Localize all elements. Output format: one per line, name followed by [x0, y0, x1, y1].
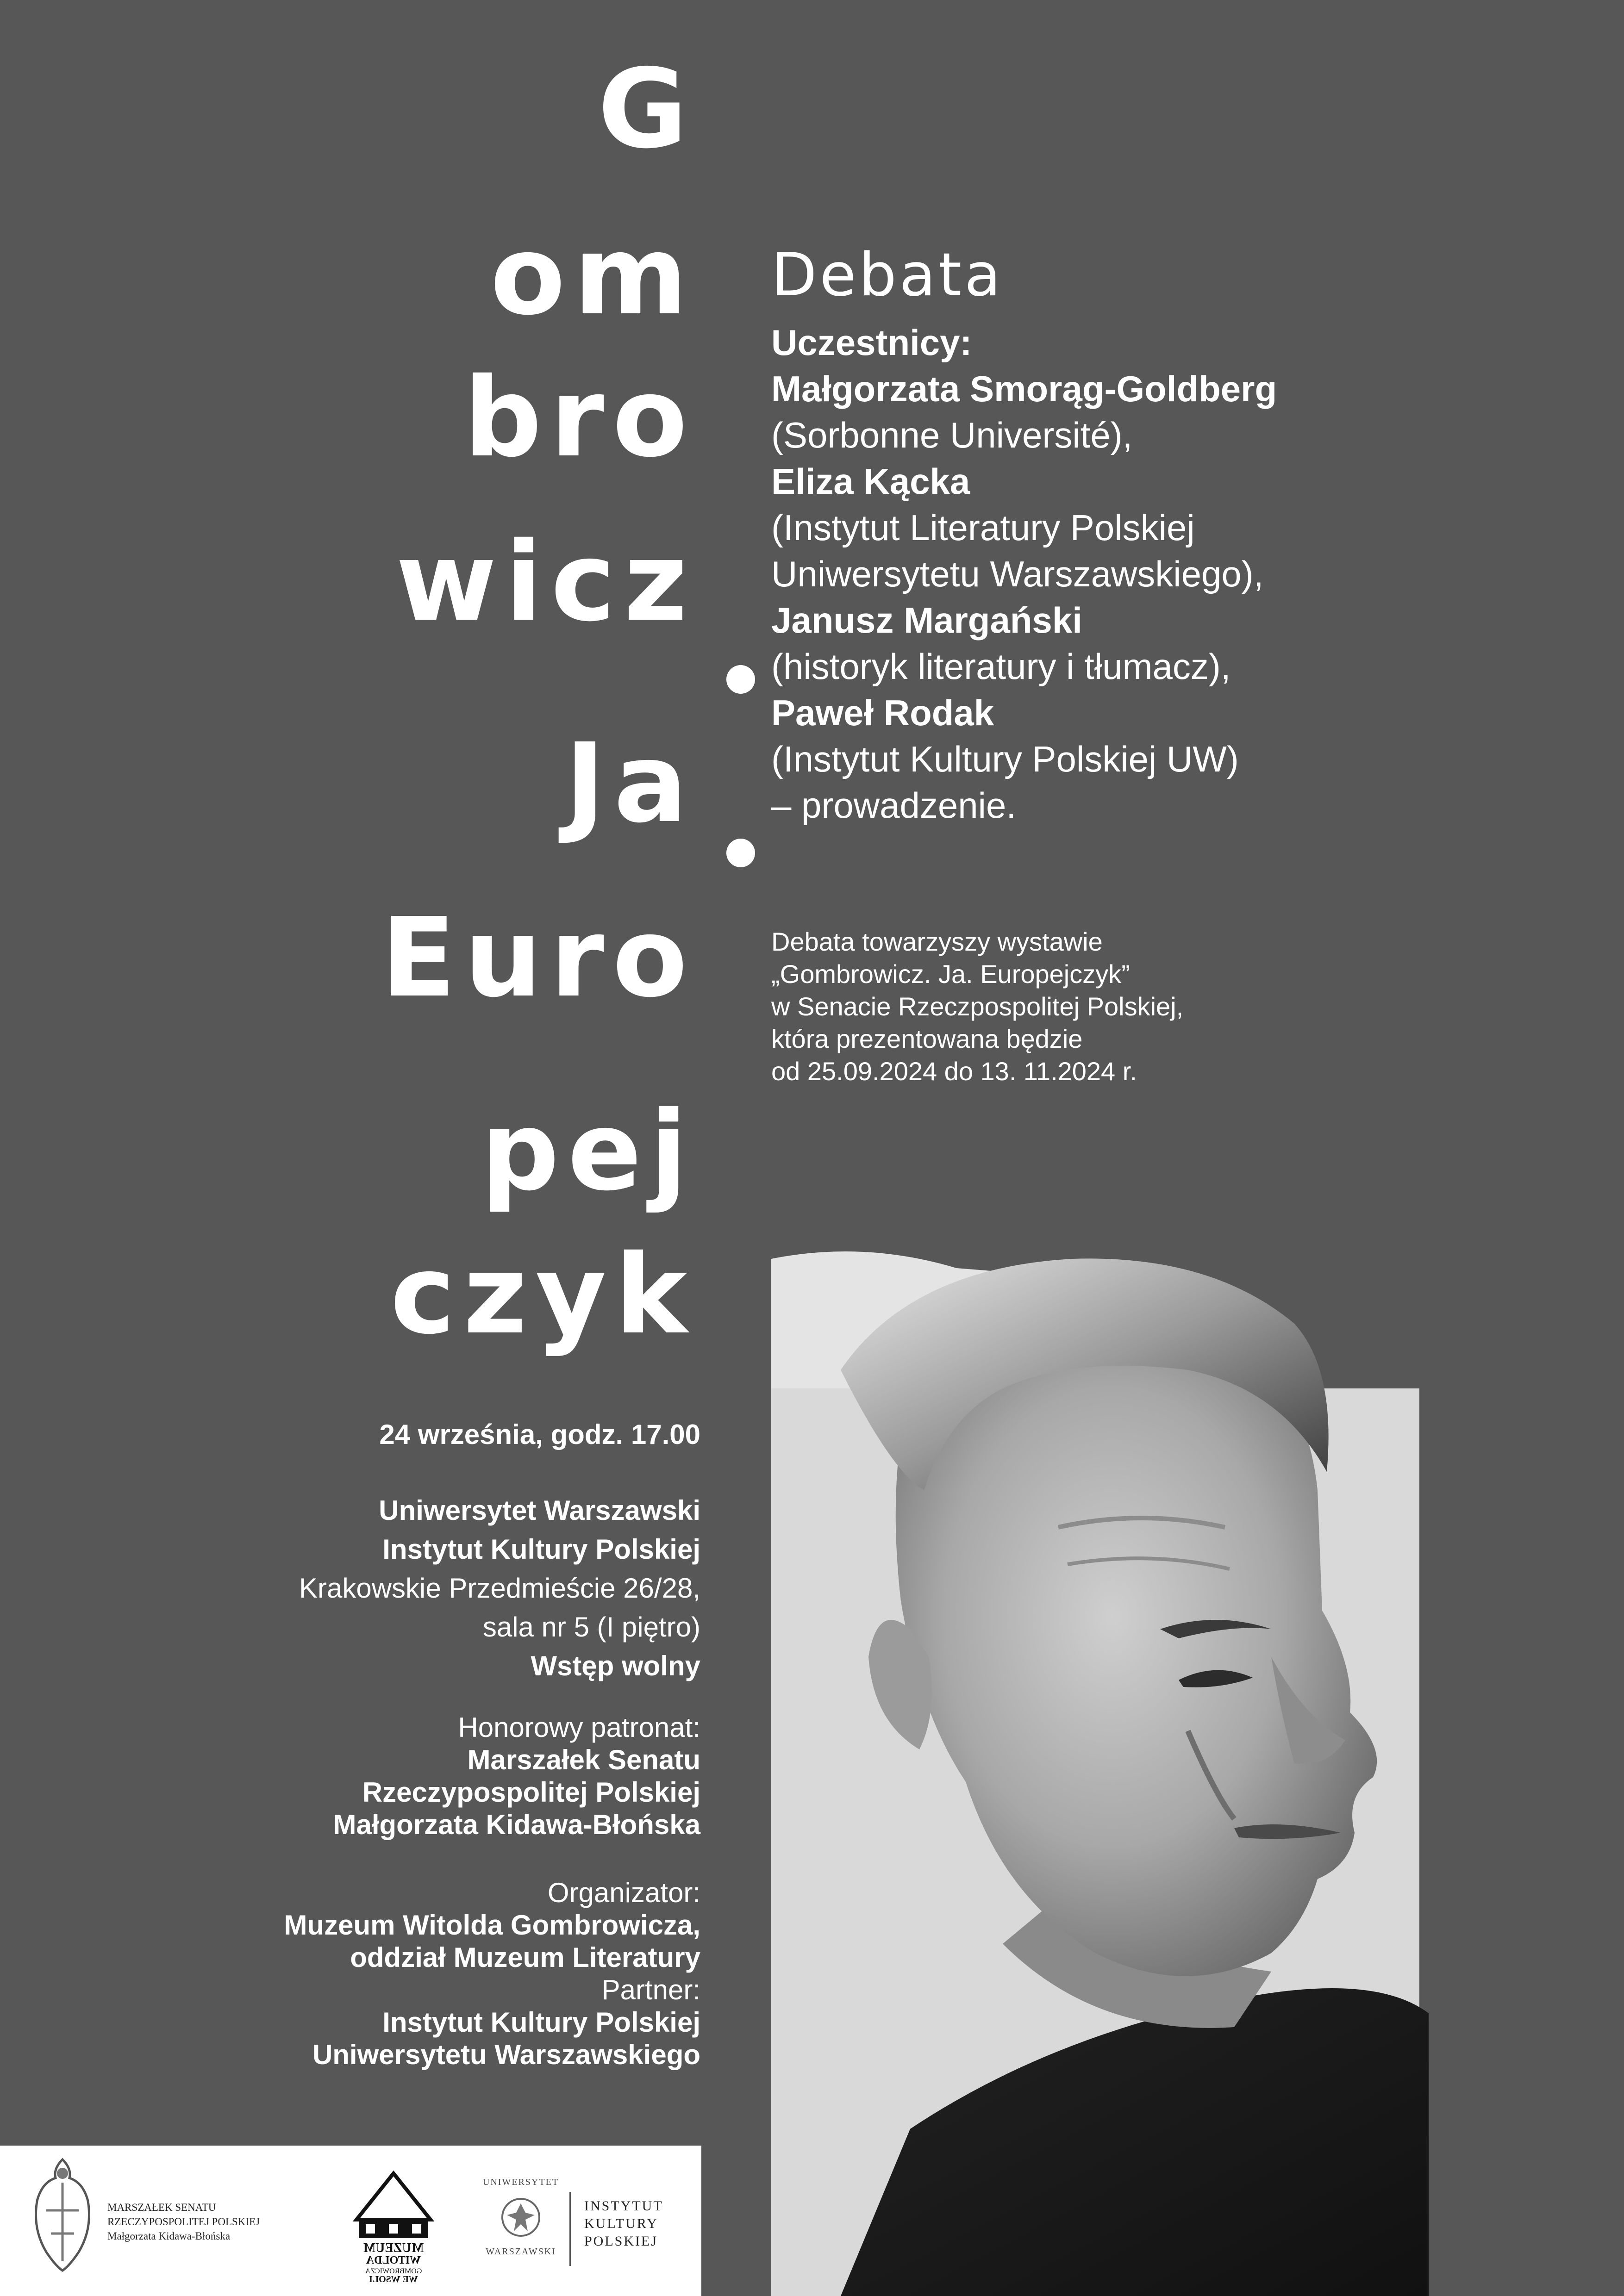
senate-logo-line: Małgorzata Kidawa-Błońska [107, 2230, 231, 2242]
title-line-7: pej [481, 1088, 696, 1215]
muzeum-logo-line: MUZEUM [363, 2241, 424, 2255]
event-date: 24 września, godz. 17.00 [379, 1419, 700, 1450]
partner-line: Instytut Kultury Polskiej [382, 2007, 700, 2038]
muzeum-logo-line: WITOLDA [366, 2254, 421, 2266]
ikp-logo-line: INSTYTUT [584, 2198, 663, 2214]
ikp-logo-line: KULTURY [584, 2216, 658, 2231]
title-line-6: Euro [381, 894, 696, 1021]
participants-label: Uczestnicy: [771, 322, 972, 363]
uw-seal-logo [481, 2173, 560, 2266]
participant-name: Paweł Rodak [771, 692, 994, 733]
venue-info [29, 1491, 700, 1686]
participant-affiliation: (Instytut Literatury Polskiej [771, 507, 1195, 548]
title-line-2: om [490, 212, 696, 339]
sponsor-logos [0, 2146, 701, 2296]
senate-eagle-emblem [28, 2155, 97, 2275]
participant-name: Małgorzata Smorąg-Goldberg [771, 368, 1277, 409]
logo-divider [569, 2192, 571, 2266]
title-line-4: wicz [395, 518, 696, 646]
participant-affiliation: (Instytut Kultury Polskiej UW) [771, 739, 1239, 779]
senate-logo-line: MARSZAŁEK SENATU [107, 2202, 216, 2213]
title-dot-2 [726, 839, 755, 867]
patronage-block [29, 1711, 700, 1841]
muzeum-gombrowicza-logo [347, 2164, 440, 2284]
event-info [29, 1415, 700, 1454]
portrait-photo [771, 1250, 1624, 2296]
patronage-line: Małgorzata Kidawa-Błońska [333, 1809, 700, 1840]
uw-seal-line: UNIWERSYTET [482, 2177, 559, 2187]
partner-line: Uniwersytetu Warszawskiego [312, 2039, 700, 2070]
participant-role: – prowadzenie. [771, 785, 1017, 826]
ikp-logo-text [584, 2197, 663, 2250]
exhibition-line: „Gombrowicz. Ja. Europejczyk” [771, 959, 1130, 989]
title-line-5: Ja [564, 720, 696, 847]
organizer-block [29, 1877, 700, 2071]
participant-affiliation: Uniwersytetu Warszawskiego), [771, 554, 1264, 594]
exhibition-line: Debata towarzyszy wystawie [771, 927, 1103, 956]
patronage-line: Rzeczypospolitej Polskiej [362, 1777, 700, 1808]
ikp-logo-line: POLSKIEJ [584, 2234, 658, 2249]
muzeum-logo-line: GOMBROWICZA [365, 2267, 422, 2275]
organizer-line: Muzeum Witolda Gombrowicza, [284, 1910, 700, 1941]
organizer-label: Organizator: [547, 1877, 700, 1908]
title-line-8: czyk [390, 1231, 696, 1358]
participant-affiliation: (historyk literatury i tłumacz), [771, 646, 1231, 687]
participant-affiliation: (Sorbonne Université), [771, 415, 1133, 455]
patronage-label: Honorowy patronat: [458, 1712, 700, 1743]
title-dot-1 [726, 665, 755, 694]
patronage-line: Marszałek Senatu [467, 1744, 700, 1775]
exhibition-dates: od 25.09.2024 do 13. 11.2024 r. [771, 1057, 1137, 1086]
senate-logo-line: RZECZYPOSPOLITEJ POLSKIEJ [107, 2216, 260, 2228]
exhibition-line: w Senacie Rzeczpospolitej Polskiej, [771, 992, 1184, 1021]
exhibition-note [771, 926, 1327, 1088]
title-line-3: bro [463, 354, 696, 481]
venue-institute: Instytut Kultury Polskiej [382, 1534, 700, 1565]
partner-label: Partner: [601, 1974, 700, 2005]
organizer-line: oddział Muzeum Literatury [350, 1942, 700, 1973]
debate-heading: Debata [771, 241, 1004, 310]
title-line-1: G [598, 45, 696, 173]
venue-room: sala nr 5 (I piętro) [482, 1612, 700, 1643]
venue-address: Krakowskie Przedmieście 26/28, [299, 1573, 700, 1604]
exhibition-line: która prezentowana będzie [771, 1024, 1083, 1053]
uw-seal-line: WARSZAWSKI [486, 2246, 556, 2257]
participants-block [771, 319, 1373, 828]
venue-university: Uniwersytet Warszawski [379, 1495, 700, 1526]
muzeum-logo-line: WE WSOLI [369, 2274, 418, 2284]
participant-name: Janusz Margański [771, 600, 1082, 641]
participant-name: Eliza Kącka [771, 461, 970, 502]
senate-logo-text [107, 2200, 260, 2243]
admission-note: Wstęp wolny [531, 1650, 700, 1681]
